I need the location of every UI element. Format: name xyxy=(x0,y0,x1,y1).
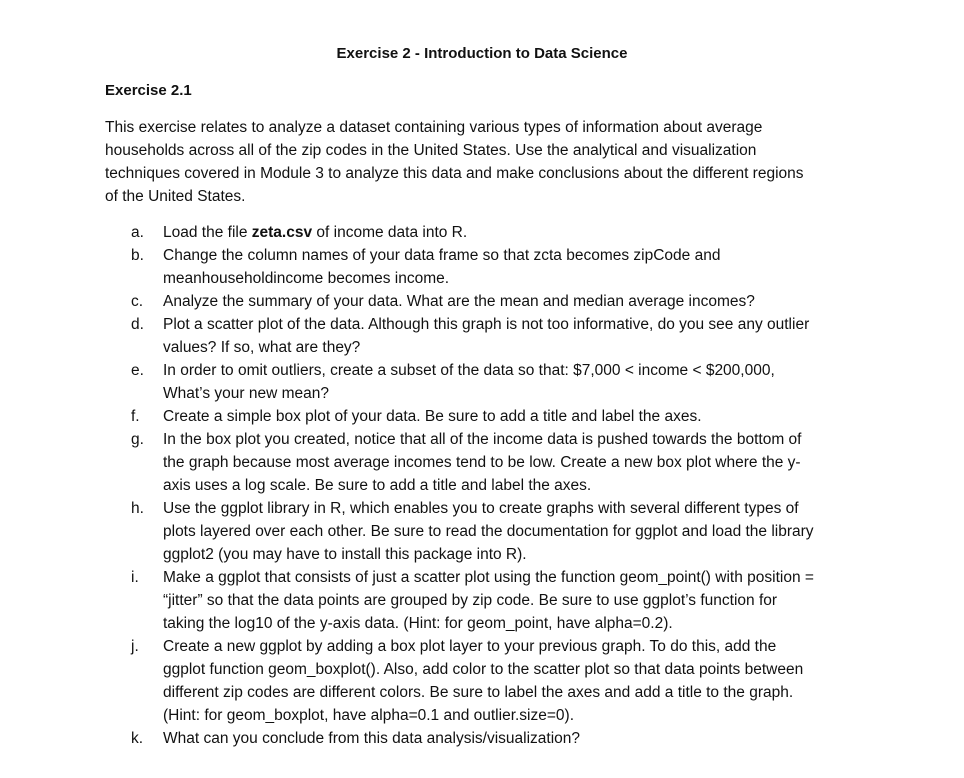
list-marker: e. xyxy=(131,362,144,379)
list-marker: b. xyxy=(131,247,144,264)
list-item-h xyxy=(131,497,871,566)
intro-line: of the United States. xyxy=(105,188,246,205)
page-title: Exercise 2 - Introduction to Data Science xyxy=(336,45,628,62)
list-item-j xyxy=(131,635,871,727)
list-marker: i. xyxy=(131,569,139,586)
list-item-text: (Hint: for geom_boxplot, have alpha=0.1 and outlier.size=0). xyxy=(163,707,575,724)
list-item-text: What’s your new mean? xyxy=(163,385,329,402)
list-item-text: Create a simple box plot of your data. Be sure to add a title and label the axes. xyxy=(163,408,702,425)
list-item-text: “jitter” so that the data points are grouped by zip code. Be sure to use ggplot’s function for xyxy=(163,592,778,609)
list-item-text: Make a ggplot that consists of just a scatter plot using the function geom_point() with position = xyxy=(163,569,814,586)
intro-line: households across all of the zip codes in the United States. Use the analytical and visualization xyxy=(105,142,757,159)
list-item-text: values? If so, what are they? xyxy=(163,339,361,356)
section-title: Exercise 2.1 xyxy=(105,82,192,99)
list-item-text: ggplot2 (you may have to install this package into R). xyxy=(163,546,527,563)
list-item-text: taking the log10 of the y-axis data. (Hint: for geom_point, have alpha=0.2). xyxy=(163,615,673,632)
list-item-text: Create a new ggplot by adding a box plot layer to your previous graph. To do this, add the xyxy=(163,638,777,655)
list-item-text: In order to omit outliers, create a subset of the data so that: $7,000 < income < $200,000, xyxy=(163,362,775,379)
list-item-e xyxy=(131,359,871,405)
list-item-text: Use the ggplot library in R, which enables you to create graphs with several different types of xyxy=(163,500,799,517)
list-item-text: ggplot function geom_boxplot(). Also, add color to the scatter plot so that data points between xyxy=(163,661,804,678)
list-item-i xyxy=(131,566,871,635)
file-name: zeta.csv xyxy=(251,224,313,241)
list-item-text: the graph because most average incomes tend to be low. Create a new box plot where the y- xyxy=(163,454,801,471)
list-item-g xyxy=(131,428,871,497)
list-item-c xyxy=(131,290,871,313)
list-marker: j. xyxy=(131,638,139,655)
list-item-text: meanhouseholdincome becomes income. xyxy=(163,270,450,287)
list-marker: g. xyxy=(131,431,144,448)
list-item-text: In the box plot you created, notice that all of the income data is pushed towards the bottom of xyxy=(163,431,802,448)
list-item-b xyxy=(131,244,871,290)
list-item-text: Change the column names of your data frame so that zcta becomes zipCode and xyxy=(163,247,721,264)
list-marker: k. xyxy=(131,730,144,747)
list-item-text: plots layered over each other. Be sure to read the documentation for ggplot and load the library xyxy=(163,523,814,540)
list-item-d xyxy=(131,313,871,359)
list-item-text: axis uses a log scale. Be sure to add a title and label the axes. xyxy=(163,477,592,494)
list-item-text: What can you conclude from this data analysis/visualization? xyxy=(163,730,580,747)
list-item-k xyxy=(131,727,871,750)
list-item-a xyxy=(131,221,871,244)
list-marker: a. xyxy=(131,224,144,241)
exercise-list xyxy=(131,221,871,750)
list-marker: d. xyxy=(131,316,144,333)
intro-line: techniques covered in Module 3 to analyze this data and make conclusions about the different regions xyxy=(105,165,804,182)
list-item-text: different zip codes are different colors. Be sure to label the axes and add a title to the graph. xyxy=(163,684,794,701)
list-item-text: Analyze the summary of your data. What are the mean and median average incomes? xyxy=(163,293,755,310)
list-marker: f. xyxy=(131,408,140,425)
intro-line: This exercise relates to analyze a dataset containing various types of information about average xyxy=(105,119,763,136)
list-item-text xyxy=(163,221,871,244)
list-marker: h. xyxy=(131,500,144,517)
list-item-text: Plot a scatter plot of the data. Although this graph is not too informative, do you see any outlier xyxy=(163,316,810,333)
list-marker: c. xyxy=(131,293,144,310)
intro-paragraph xyxy=(105,116,850,208)
item-text-pre: Load the file xyxy=(163,224,252,241)
list-item-f xyxy=(131,405,871,428)
item-text-post: of income data into R. xyxy=(312,224,468,241)
